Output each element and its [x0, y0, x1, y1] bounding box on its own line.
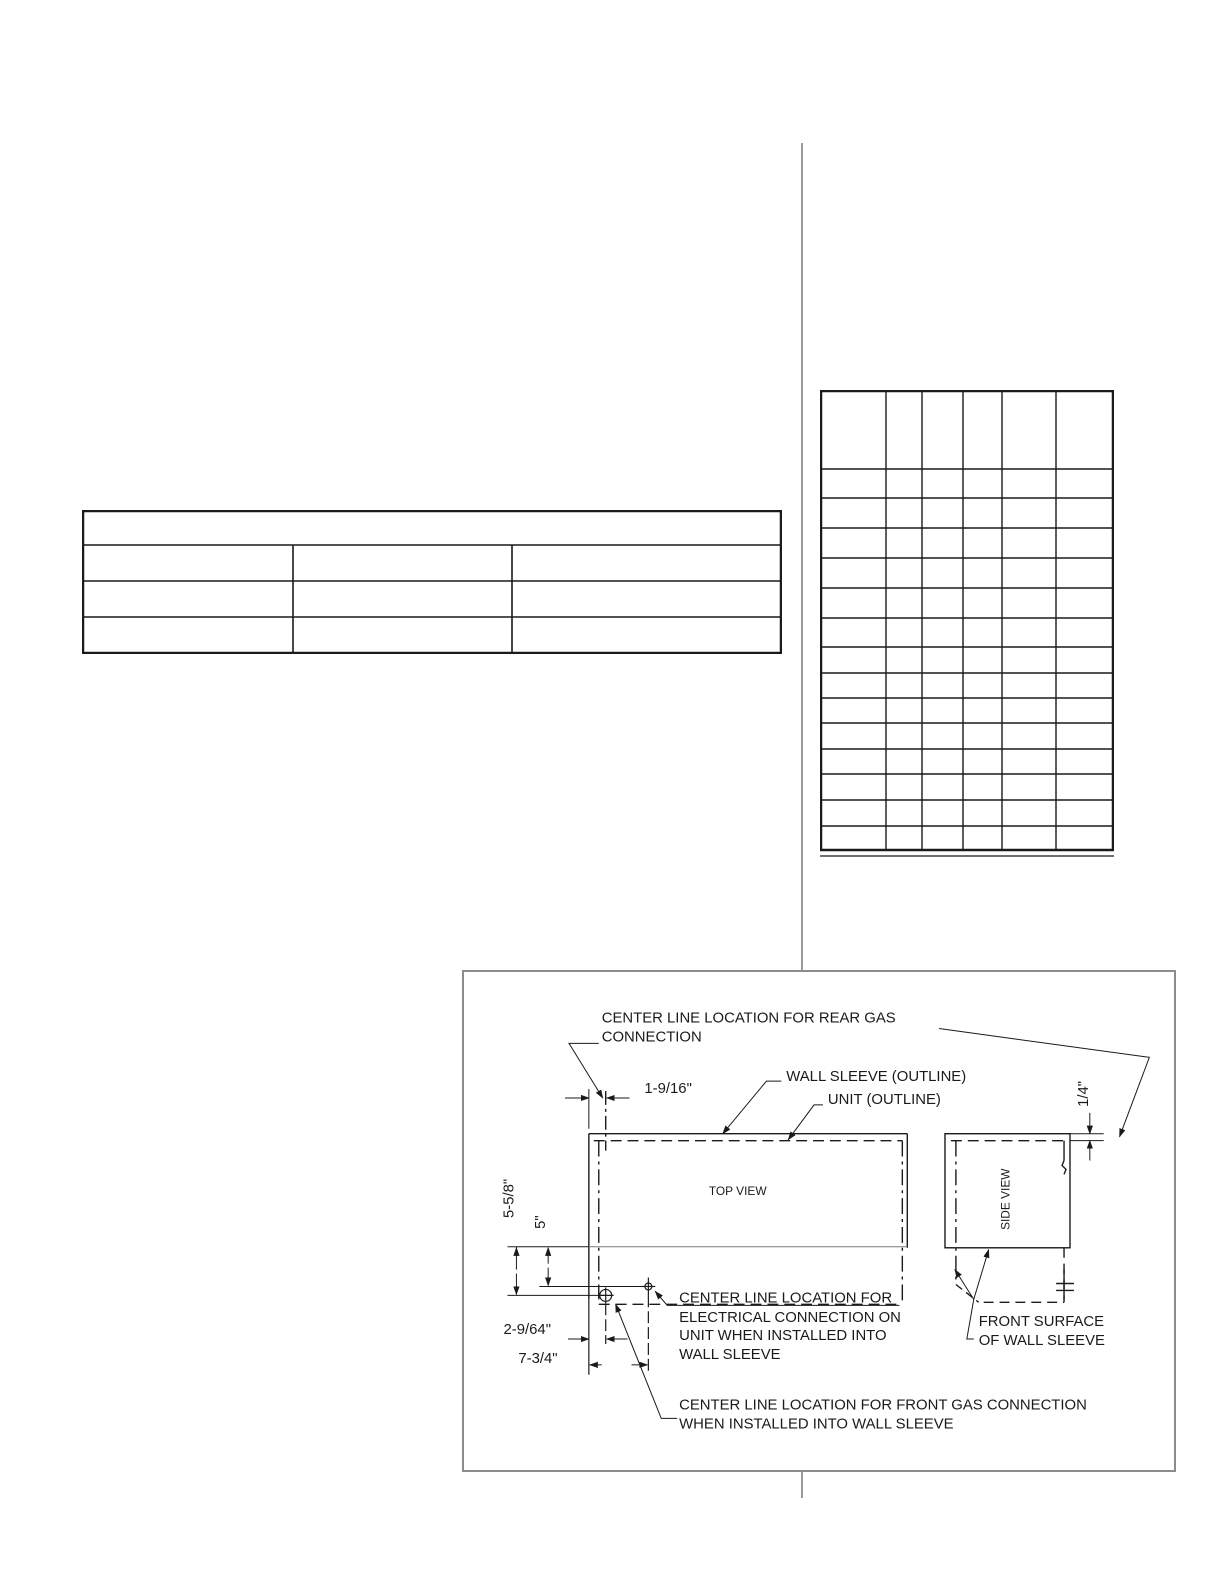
installation-diagram — [462, 970, 1176, 1472]
rear-gas-label-line1: CENTER LINE LOCATION FOR REAR GAS — [601, 1010, 896, 1027]
dimension-depth-outer: 5-5/8" — [501, 1178, 518, 1219]
electrical-label-line4: WALL SLEEVE — [679, 1346, 781, 1363]
unit-outline-label: UNIT (OUTLINE) — [827, 1091, 941, 1108]
front-gas-label-line2: WHEN INSTALLED INTO WALL SLEEVE — [679, 1416, 954, 1433]
dimension-electrical-offset: 7-3/4" — [518, 1350, 558, 1367]
dimension-depth-inner: 5" — [533, 1215, 550, 1229]
electrical-label-line1: CENTER LINE LOCATION FOR — [679, 1290, 893, 1307]
column-divider — [801, 143, 803, 970]
dimension-front-gas-offset: 2-9/64" — [503, 1322, 552, 1339]
wall-sleeve-label: WALL SLEEVE (OUTLINE) — [786, 1069, 967, 1086]
front-gas-label-line1: CENTER LINE LOCATION FOR FRONT GAS CONNECTION — [679, 1397, 1087, 1414]
dimension-rear-offset: 1-9/16" — [644, 1081, 692, 1098]
top-view-label: TOP VIEW — [708, 1184, 767, 1199]
front-surface-label-line1: FRONT SURFACE — [978, 1314, 1105, 1331]
diagram-drawing — [464, 972, 1174, 1470]
electrical-label-line3: UNIT WHEN INSTALLED INTO — [679, 1328, 887, 1345]
front-surface-label-line2: OF WALL SLEEVE — [978, 1333, 1105, 1350]
dimension-side-gap: 1/4" — [1075, 1080, 1092, 1107]
side-view-label: SIDE VIEW — [998, 1168, 1013, 1230]
electrical-label-line2: ELECTRICAL CONNECTION ON — [679, 1310, 901, 1327]
column-divider — [801, 1471, 803, 1498]
specification-table — [82, 510, 782, 654]
data-table — [820, 390, 1114, 858]
rear-gas-label-line2: CONNECTION — [601, 1029, 702, 1046]
